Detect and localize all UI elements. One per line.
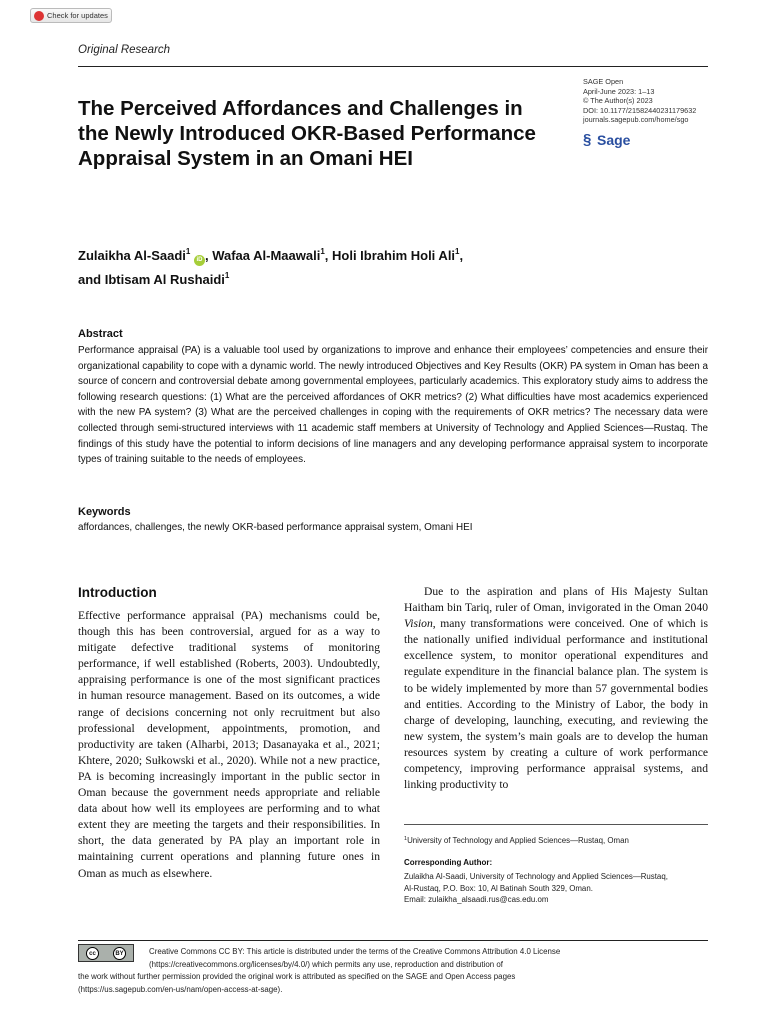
header-divider	[78, 66, 708, 67]
corresponding-line: Al-Rustaq, P.O. Box: 10, Al Batinah South 329, Oman.	[404, 883, 593, 893]
by-icon: BY	[113, 947, 126, 960]
introduction-left-column: Effective performance appraisal (PA) mechanisms could be, though this has been controversial, argued for as a way to mitigate defective traditional systems of monitoring performance, if well established (Roberts, 2003). Undoubtedly, appraising performance is one of the most significant practices in human resource management. Based on its outcomes, a wide range of decisions concerning not only recruitment but also professional development, appointments, promotion, and productivity are taken (Alharbi, 2013; Dasanayaka et al., 2021; Khtere, 2020; Sułkowski et al., 2020). While not a new practice, PA is becoming increasingly important in the public sector in Oman because the government needs appropriate and reliable data about how well its employees are performing and to what extent they are meeting the targets and their responsibilities. In short, the data generated by PA play an important role in maintaining current operations and planning future ones in Oman as much as elsewhere.	[78, 609, 380, 880]
author-connector: and	[78, 272, 102, 287]
abstract-text: Performance appraisal (PA) is a valuable tool used by organizations to improve and enhance their employees’ competencies and ensure their organizational capability to cope with a dynamic world. The newly introduced Objectives and Key Results (OKR) PA system in Oman has been a source of concern and controversial debate among governmental employees, particularly academics. This exploratory study aims to address the following research questions: (1) What are the perceived affordances of OKR metrics? (2) What difficulties have most academics experienced with the new PA system? (3) What are the perceived challenges in coping with the requirements of OKR metrics? The necessary data were collected through semi-structured interviews with 11 academic staff members at University of Technology and Applied Sciences—Rustaq. The findings of this study have the potential to inform decisions of line managers and any developing performance appraisal system to incorporate types of training suitable to the needs of employees.	[78, 345, 708, 466]
journal-issue: April-June 2023: 1–13	[583, 86, 655, 96]
license-line[interactable]: (https://creativecommons.org/licenses/by/4.0/) which permits any use, reproduction and distribution of	[149, 959, 503, 969]
article-title: The Perceived Affordances and Challenges in the Newly Introduced OKR-Based Performance Appraisal System in an Omani HEI	[78, 97, 536, 170]
abstract-heading: Abstract	[78, 328, 123, 340]
sage-s-icon: §	[583, 131, 592, 148]
author-affiliation-marker: 1	[320, 247, 325, 256]
author-name: Zulaikha Al-Saadi	[78, 248, 186, 263]
corresponding-author-details	[404, 871, 708, 906]
journal-name: SAGE Open	[583, 77, 624, 86]
sage-logo	[583, 132, 630, 148]
footer-divider	[78, 940, 708, 941]
corresponding-line: Zulaikha Al-Saadi, University of Technology and Applied Sciences—Rustaq,	[404, 872, 668, 881]
corresponding-email[interactable]: Email: zulaikha_alsaadi.rus@cas.edu.om	[404, 895, 549, 905]
author-affiliation-marker: 1	[455, 247, 460, 256]
author-name: Ibtisam Al Rushaidi	[104, 272, 225, 287]
affiliation-footnote	[404, 834, 708, 847]
footnote-affiliation: University of Technology and Applied Sciences—Rustaq, Oman	[407, 836, 629, 845]
updates-icon	[34, 11, 44, 21]
author-affiliation-marker: 1	[185, 247, 191, 256]
license-text	[78, 946, 708, 997]
journal-doi[interactable]: DOI: 10.1177/21582440231179632	[583, 105, 697, 115]
journal-meta	[583, 77, 723, 125]
journal-url[interactable]: journals.sagepub.com/home/sgo	[583, 115, 689, 124]
introduction-heading: Introduction	[78, 585, 157, 600]
intro-right-text-continued: , many transformations were conceived. One of which is the nationally unified individual performance and institutional excellence system, to monitor operational expenditures and regulate expenditure in the financial balance plan. The system is to be widely implemented by more than 57 governmental bodies and entities. According to the Ministry of Labor, the body in charge of developing, launching, executing, and reviewing the new system, the system’s main goals are to develop the human resources system by creating a culture of work performance competency, improving performance appraisal systems, and linking productivity to	[404, 617, 708, 792]
keywords-text: affordances, challenges, the newly OKR-based performance appraisal system, Omani HEI	[78, 522, 473, 533]
keywords-heading: Keywords	[78, 506, 131, 518]
check-for-updates-badge[interactable]	[30, 8, 112, 23]
license-line: Creative Commons CC BY: This article is distributed under the terms of the Creative Commons Attribution 4.0 License	[149, 947, 561, 956]
author-name: Wafaa Al-Maawali	[212, 248, 321, 263]
cc-icon: cc	[86, 947, 99, 960]
intro-right-text: Due to the aspiration and plans of His Majesty Sultan Haitham bin Tariq, ruler of Oman, invigorated in the Oman 2040	[404, 585, 708, 615]
corresponding-author-heading: Corresponding Author:	[404, 858, 493, 867]
author-list: Zulaikha Al-Saadi$^1$ iD , Wafaa Al-Maawali$^1$, Holi Ibrahim Holi Ali$^1$, and Ibtisam Al Rushaidi$^1$	[78, 247, 464, 287]
check-for-updates-label: Check for updates	[47, 11, 108, 20]
sage-logo-text: Sage	[597, 132, 631, 148]
license-line: the work without further permission provided the original work is attributed as specified on the SAGE and Open Access pages	[78, 972, 516, 982]
journal-copyright: © The Author(s) 2023	[583, 96, 653, 105]
introduction-right-column	[404, 584, 708, 793]
author-affiliation-marker: 1	[224, 271, 230, 280]
orcid-icon[interactable]: iD	[194, 255, 205, 266]
article-type-label: Original Research	[78, 44, 171, 56]
author-name: Holi Ibrahim Holi Ali	[332, 248, 456, 263]
intro-right-italic: Vision	[404, 617, 433, 631]
license-line[interactable]: (https://us.sagepub.com/en-us/nam/open-access-at-sage).	[78, 985, 283, 995]
footnote-marker: 1	[404, 836, 408, 842]
footnote-divider	[404, 824, 708, 825]
